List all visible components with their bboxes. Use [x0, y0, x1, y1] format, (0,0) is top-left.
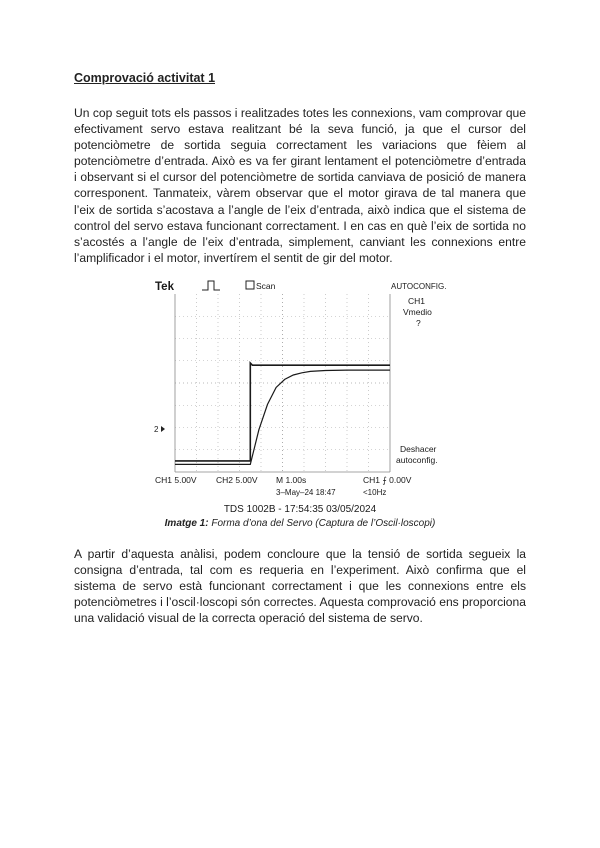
autoconfig-label: AUTOCONFIG. [391, 282, 447, 291]
ch2-position-marker: 2 [154, 425, 159, 434]
scope-model-timestamp: TDS 1002B - 17:54:35 03/05/2024 [223, 504, 377, 515]
ch2-scale: CH2 5.00V [216, 475, 258, 485]
timebase: M 1.00s [276, 475, 307, 485]
figure-caption [74, 518, 526, 529]
scan-label: Scan [256, 281, 276, 291]
ch1-menu-label: CH1 [408, 296, 426, 306]
scope-brand: Tek [155, 281, 174, 293]
undo-autoconfig-line1: Deshacer [400, 444, 437, 454]
oscilloscope-screenshot [150, 276, 450, 516]
measure-label: Vmedio [403, 307, 432, 317]
undo-autoconfig-line2: autoconfig. [396, 455, 438, 465]
paragraph-intro: Un cop seguit tots els passos i realitzades totes les connexions, vam comprovar que efectivament servo estava realitzant bé la seva funció, ja que el cursor del potenciòmetre de sortida seguia correctament les variacions que fèiem al potenciòmetre d’entrada. Això es va fer girant lentament el potenciòmetre d’entrada i observant si el cursor del potenciòmetre de sortida canviava de posició de manera corresponent. Tanmateix, vàrem observar que el motor girava de tal manera que l’eix de sortida s’acostava a l’angle de l’eix d’entrada, això indica que el sistema de control del servo estava funcionant correctament. I en cas en què l’eix de sortida no s’acostés a l’angle de l’eix d’entrada, simplement, canviant les connexions entre l’amplificador i el motor, invertírem el sentit de gir del motor. [74, 106, 526, 265]
trigger-setting: CH1 ⨍ 0.00V [363, 475, 412, 485]
measure-value: ? [416, 318, 421, 328]
trigger-frequency: <10Hz [363, 488, 387, 497]
capture-datetime: 3–May–24 18:47 [276, 488, 336, 497]
caption-text: Forma d’ona del Servo (Captura de l’Oscil·loscopi) [211, 518, 436, 529]
ch1-scale: CH1 5.00V [155, 475, 197, 485]
caption-label: Imatge 1: [164, 518, 209, 529]
paragraph-conclusion: A partir d’aquesta anàlisi, podem concloure que la tensió de sortida segueix la consigna d’entrada, tal com es requeria en l’experiment. Això confirma que el sistema de servo està funcionant correctament i que les connexions entre els potenciòmetres i l’oscil·loscopi són correctes. Aquesta comprovació ens proporciona una validació visual de la correcta operació del sistema de servo. [74, 547, 526, 626]
section-heading: Comprovació activitat 1 [74, 71, 216, 85]
